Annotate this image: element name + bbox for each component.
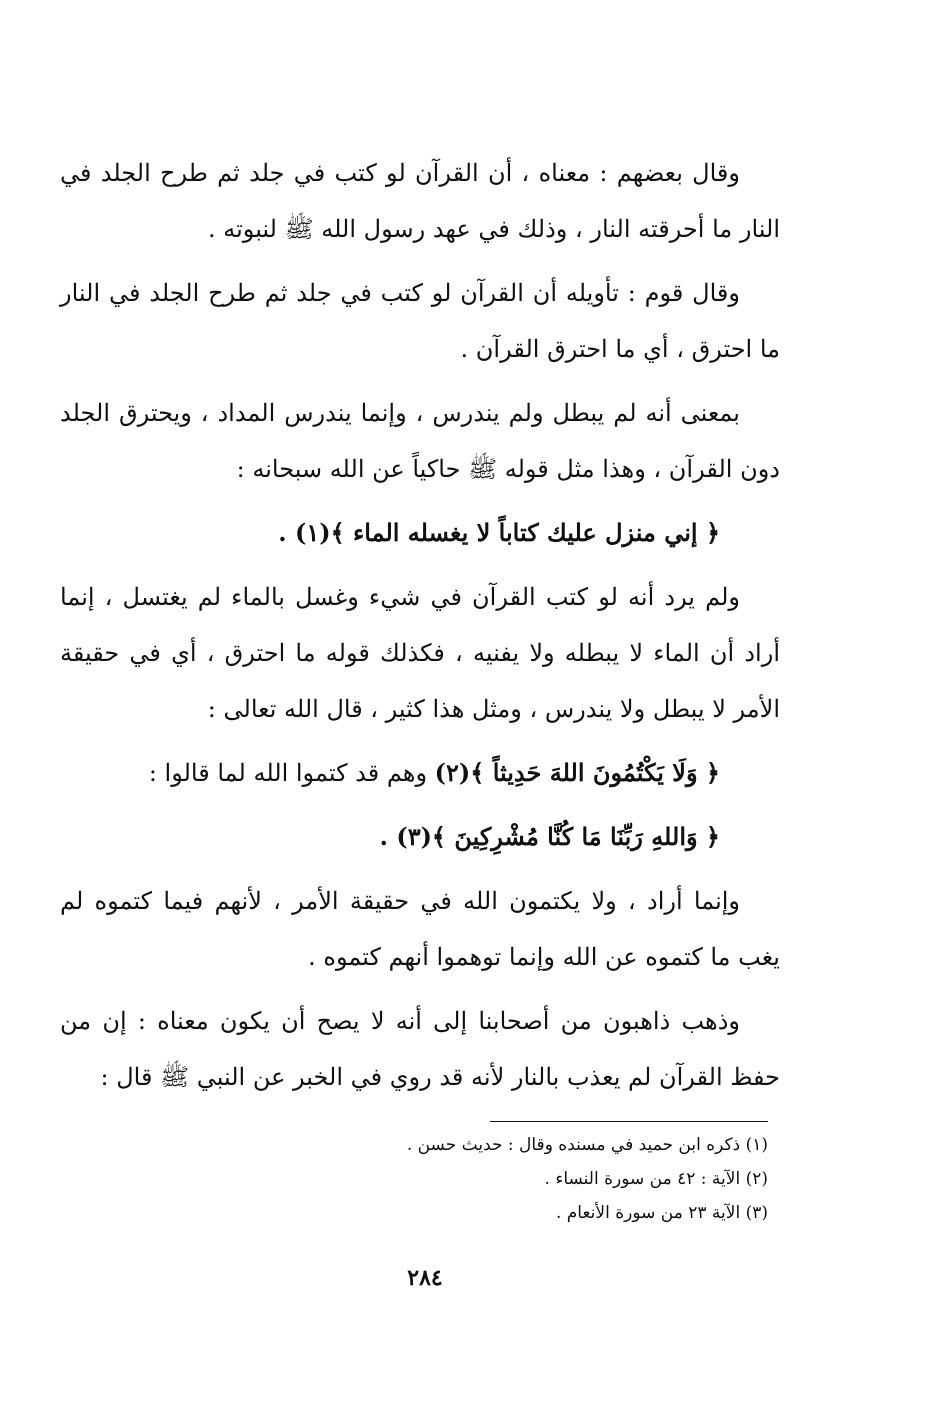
- main-text: [60, 145, 780, 1113]
- quote-2-verse: ﴿ وَلَا يَكْتُمُونَ اللهَ حَدِيثاً ﴾(٢): [434, 758, 720, 787]
- quote-3: ﴿ وَاللهِ رَبِّنَا مَا كُنَّا مُشْرِكِينَ ﴾(٣) .: [379, 822, 720, 851]
- page-number: ٢٨٤: [407, 1265, 443, 1291]
- footnote-divider: [490, 1121, 768, 1122]
- quote-1: ﴿ إني منزل عليك كتاباً لا يغسله الماء ﴾(١) .: [278, 518, 720, 547]
- paragraph-6: وذهب ذاهبون من أصحابنا إلى أنه لا يصح أن يكون معناه : إن من حفظ القرآن لم يعذب بالنار لأنه قد روي في الخبر عن النبي ﷺ قال :: [60, 1007, 780, 1091]
- paragraph-5: وإنما أراد ، ولا يكتمون الله في حقيقة الأمر ، لأنهم فيما كتموه لم يغب ما كتموه عن الله وإنما توهموا أنهم كتموه .: [60, 887, 780, 971]
- paragraph-4: ولم يرد أنه لو كتب القرآن في شيء وغسل بالماء لم يغتسل ، إنما أراد أن الماء لا يبطله ولا يفنيه ، فكذلك قوله ما احترق ، أي في حقيقة الأمر لا يبطل ولا يندرس ، ومثل هذا كثير ، قال الله تعالى :: [60, 583, 780, 723]
- quote-2-continuation: وهم قد كتموا الله لما قالوا :: [148, 759, 435, 787]
- paragraph-2: وقال قوم : تأويله أن القرآن لو كتب في جلد ثم طرح الجلد في النار ما احترق ، أي ما احترق القرآن .: [60, 279, 780, 363]
- footnote-1: (١) ذكره ابن حميد في مسنده وقال : حديث حسن .: [406, 1135, 768, 1155]
- footnote-2: (٢) الآية : ٤٢ من سورة النساء .: [544, 1169, 768, 1189]
- paragraph-3: بمعنى أنه لم يبطل ولم يندرس ، وإنما يندرس المداد ، ويحترق الجلد دون القرآن ، وهذا مثل قوله ﷺ حاكياً عن الله سبحانه :: [60, 399, 780, 483]
- paragraph-1: وقال بعضهم : معناه ، أن القرآن لو كتب في جلد ثم طرح الجلد في النار ما أحرقته النار ، وذلك في عهد رسول الله ﷺ لنبوته .: [60, 159, 780, 243]
- footnotes: [380, 1128, 768, 1230]
- footnote-3: (٣) الآية ٢٣ من سورة الأنعام .: [555, 1203, 768, 1223]
- quote-2: [60, 745, 780, 801]
